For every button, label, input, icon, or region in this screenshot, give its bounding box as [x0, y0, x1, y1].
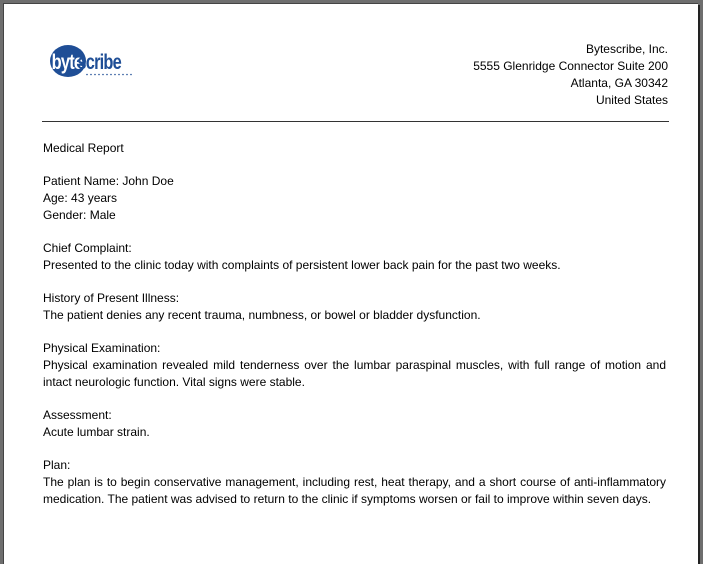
- company-street: 5555 Glenridge Connector Suite 200: [473, 59, 668, 73]
- patient-info-section: [43, 173, 666, 224]
- assessment-text: Acute lumbar strain.: [43, 425, 150, 439]
- exam-heading: Physical Examination:: [43, 341, 161, 355]
- exam-text: Physical examination revealed mild tenderness over the lumbar paraspinal muscles, with full range of motion and intact neurologic function. Vital signs were stable.: [43, 358, 666, 389]
- company-country: United States: [595, 93, 668, 107]
- document-page: [3, 3, 698, 564]
- svg-text:byte: byte: [51, 50, 83, 74]
- chief-complaint-section: [43, 240, 666, 274]
- plan-heading: Plan:: [43, 458, 71, 472]
- plan-section: [43, 457, 666, 508]
- patient-gender: Gender: Male: [43, 208, 116, 222]
- company-name: Bytescribe, Inc.: [585, 42, 668, 56]
- history-heading: History of Present Illness:: [43, 291, 180, 305]
- chief-complaint-heading: Chief Complaint:: [43, 241, 132, 255]
- report-title: Medical Report: [43, 141, 124, 155]
- history-section: [43, 290, 666, 324]
- report-title-section: [43, 140, 666, 157]
- patient-age: Age: 43 years: [43, 191, 118, 205]
- exam-section: [43, 340, 666, 391]
- history-text: The patient denies any recent trauma, numbness, or bowel or bladder dysfunction.: [43, 308, 481, 322]
- chief-complaint-text: Presented to the clinic today with complaints of persistent lower back pain for the past two weeks.: [43, 258, 561, 272]
- header-divider: [42, 121, 669, 122]
- assessment-section: [43, 407, 666, 441]
- bytescribe-logo: [47, 42, 137, 82]
- report-body: [43, 140, 666, 524]
- assessment-heading: Assessment:: [43, 408, 112, 422]
- patient-name: Patient Name: John Doe: [43, 174, 174, 188]
- company-city: Atlanta, GA 30342: [570, 76, 668, 90]
- plan-text: The plan is to begin conservative management, including rest, heat therapy, and a short course of anti-inflammatory medication. The patient was advised to return to the clinic if symptoms worsen or fail to improve within seven days.: [43, 475, 666, 506]
- svg-text:scribe: scribe: [77, 50, 121, 74]
- company-address: [473, 41, 668, 109]
